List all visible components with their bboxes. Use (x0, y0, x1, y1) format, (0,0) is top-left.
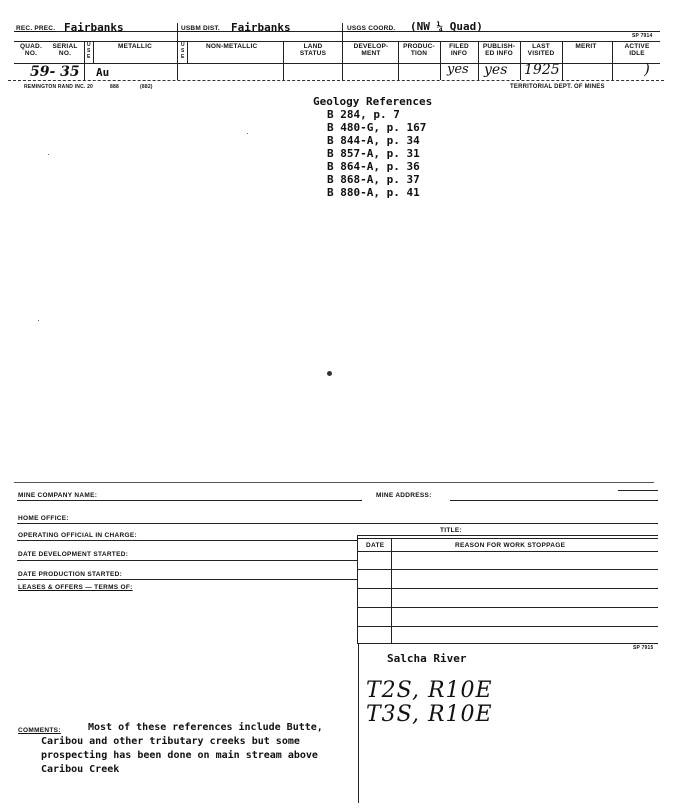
rule (17, 540, 357, 541)
metallic-value: Au (96, 66, 110, 79)
header-bottom-rule (8, 80, 664, 81)
table-row-rule (357, 588, 658, 589)
date-header: DATE (366, 542, 385, 549)
comments-label: COMMENTS: (18, 727, 61, 734)
usgs-coord-label: USGS COORD. (347, 25, 396, 32)
divider (177, 23, 178, 80)
ink-speck (327, 371, 332, 376)
rule (357, 535, 658, 536)
col-production: PRODUC-TION (403, 43, 435, 57)
operating-official-label: OPERATING OFFICIAL IN CHARGE: (18, 532, 137, 539)
usbm-dist-value: Fairbanks (231, 21, 291, 34)
divider (520, 41, 521, 80)
rule (17, 523, 658, 524)
last-visited-value: 1925 (524, 62, 560, 78)
usbm-dist-label: USBM DIST. (181, 25, 220, 32)
reference-item: B 880-A, p. 41 (327, 186, 420, 199)
rec-prec-value: Fairbanks (64, 21, 124, 34)
form-number: SP 7914 (632, 33, 653, 39)
col-serial-no: SERIAL NO. (52, 43, 78, 57)
col-development: DEVELOP-MENT (353, 43, 389, 57)
col-merit: MERIT (575, 43, 597, 50)
table-bottom-rule (357, 643, 658, 644)
col-active-idle: ACTIVE IDLE (624, 43, 650, 57)
divider (342, 23, 343, 80)
ink-speck (247, 133, 248, 134)
col-metallic: METALLIC (118, 43, 152, 50)
col-filed-info: FILED INFO (449, 43, 469, 57)
printer-code-a: 888 (110, 84, 119, 90)
divider (440, 41, 441, 80)
rule (17, 560, 357, 561)
date-production-label: DATE PRODUCTION STARTED: (18, 571, 123, 578)
divider (187, 41, 188, 63)
right-panel-divider (358, 643, 359, 803)
divider (478, 41, 479, 80)
header-third-rule (14, 63, 660, 64)
col-last-visited: LAST VISITED (527, 43, 555, 57)
reference-item: B 284, p. 7 (327, 108, 400, 121)
reference-item: B 868-A, p. 37 (327, 173, 420, 186)
title-label: TITLE: (440, 527, 463, 534)
reference-item: B 864-A, p. 36 (327, 160, 420, 173)
col-use-a: U S E (87, 42, 91, 60)
card-corner-rule (618, 490, 658, 491)
divider (283, 41, 284, 80)
mine-address-label: MINE ADDRESS: (376, 492, 432, 499)
col-land-status: LAND STATUS (299, 43, 327, 57)
rule (357, 538, 658, 539)
table-date-divider (391, 538, 392, 643)
rule (357, 551, 658, 552)
divider (93, 41, 94, 63)
township-line-1: T2S, R10E (366, 678, 493, 703)
rule (17, 500, 362, 501)
divider (562, 41, 563, 80)
rule (17, 579, 357, 580)
col-published-info: PUBLISH-ED INFO (482, 43, 516, 57)
table-row-rule (357, 569, 658, 570)
reason-header: REASON FOR WORK STOPPAGE (455, 542, 566, 549)
date-development-label: DATE DEVELOPMENT STARTED: (18, 551, 129, 558)
mine-company-name-label: MINE COMPANY NAME: (18, 492, 98, 499)
rec-prec-label: REC. PREC. (16, 25, 56, 32)
printer-code-b: (882) (140, 84, 153, 90)
home-office-label: HOME OFFICE: (18, 515, 69, 522)
comments-line: prospecting has been done on main stream above (41, 750, 318, 761)
ink-speck (48, 154, 49, 155)
col-quad-no: QUAD. NO. (20, 43, 42, 57)
rule (450, 500, 658, 501)
comments-line: Most of these references include Butte, (88, 722, 323, 733)
ink-speck (38, 320, 39, 321)
form-number-bottom: SP 7915 (633, 645, 654, 651)
divider (612, 41, 613, 80)
leases-offers-label: LEASES & OFFERS — TERMS OF: (18, 584, 133, 591)
territorial-dept: TERRITORIAL DEPT. OF MINES (510, 84, 605, 90)
divider (84, 41, 85, 80)
usgs-coord-value: (NW ¼ Quad) (410, 20, 483, 33)
comments-line: Caribou and other tributary creeks but some (41, 736, 300, 747)
reference-item: B 844-A, p. 34 (327, 134, 420, 147)
reference-item: B 480-G, p. 167 (327, 121, 427, 134)
card-top-rule (14, 482, 654, 483)
header-second-rule (14, 41, 660, 42)
active-idle-value: ) (644, 60, 650, 78)
comments-line: Caribou Creek (41, 764, 120, 775)
table-row-rule (357, 607, 658, 608)
township-line-2: T3S, R10E (366, 702, 493, 727)
references-heading: Geology References (313, 95, 433, 108)
table-row-rule (357, 626, 658, 627)
published-info-value: yes (484, 62, 508, 78)
col-use-b: U S E (181, 42, 185, 60)
quad-serial-value: 59- 35 (30, 64, 80, 80)
filed-info-value: yes (447, 62, 469, 77)
location-value: Salcha River (387, 652, 467, 665)
reference-item: B 857-A, p. 31 (327, 147, 420, 160)
printer-mark: REMINGTON RAND INC. 20 (24, 84, 94, 90)
divider (398, 41, 399, 80)
col-non-metallic: NON-METALLIC (206, 43, 258, 50)
